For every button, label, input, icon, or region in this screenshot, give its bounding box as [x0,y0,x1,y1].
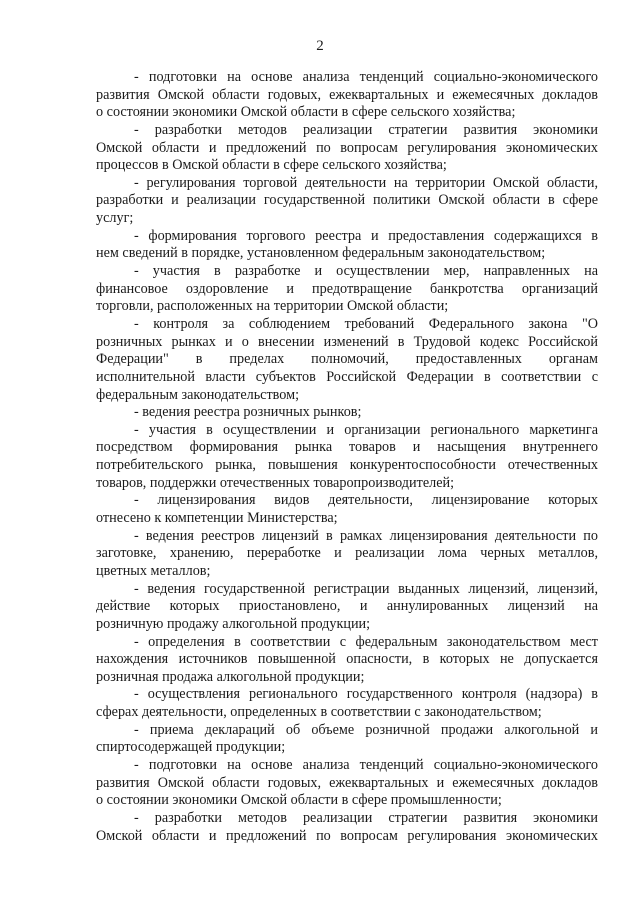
text-line: сферах деятельности, определенных в соответствии с законодательством; [96,704,542,721]
paragraph [96,634,598,687]
text-line: нем сведений в порядке, установленном федеральным законодательством; [96,245,546,262]
text-line: товаров, поддержки отечественных товаропроизводителей; [96,474,455,491]
text-line: развития Омской области годовых, ежеквартальных и ежемесячных докладов [96,774,598,791]
paragraph [96,686,598,721]
text-line: - определения в соответствии с федеральным законодательством мест [134,633,598,650]
paragraph [96,492,598,527]
text-line: действие которых приостановлено, и аннулированных лицензий на [96,598,598,615]
text-line: - осуществления регионального государственного контроля (надзора) в [134,686,598,703]
text-line: - формирования торгового реестра и предоставления содержащихся в [134,227,598,244]
paragraph [96,810,598,845]
text-line: - приема деклараций об объеме розничной продажи алкогольной и [134,721,598,738]
paragraph [96,404,598,422]
page-number: 2 [316,38,324,54]
text-line: о состоянии экономики Омской области в сфере сельского хозяйства; [96,104,516,121]
paragraph [96,69,598,122]
paragraph [96,422,598,493]
text-line: посредством формирования рынка товаров и насыщения внутреннего [96,439,598,456]
text-line: - подготовки на основе анализа тенденций социально-экономического [134,756,598,773]
paragraph [96,316,598,404]
text-line: разработки и реализации государственной политики Омской области в сфере [96,192,598,209]
text-line: - участия в разработке и осуществлении мер, направленных на [134,263,598,280]
text-line: спиртосодержащей продукции; [96,739,286,756]
text-line: развития Омской области годовых, ежеквартальных и ежемесячных докладов [96,86,598,103]
paragraph [96,528,598,581]
text-line: розничных рынках и о внесении изменений в Трудовой кодекс Российской [96,333,598,350]
text-line: торговли, расположенных на территории Омской области; [96,298,449,315]
paragraph [96,263,598,316]
text-line: - подготовки на основе анализа тенденций социально-экономического [134,69,598,85]
text-line: розничная продажа алкогольной продукции; [96,668,365,685]
text-line: исполнительной власти субъектов Российской Федерации в соответствии с [96,368,598,385]
text-line: услуг; [96,210,134,227]
text-line: финансовое оздоровление и предотвращение банкротства организаций [96,280,598,297]
text-line: розничную продажу алкогольной продукции; [96,615,371,632]
text-line: отнесено к компетенции Министерства; [96,510,338,527]
paragraph [96,228,598,263]
text-line: потребительского рынка, повышения конкурентоспособности отечественных [96,457,598,474]
document-body [96,69,598,845]
text-line: - ведения реестров лицензий в рамках лицензирования деятельности по [134,527,598,544]
text-line: цветных металлов; [96,562,211,579]
text-line: - ведения государственной регистрации выданных лицензий, лицензий, [134,580,598,597]
text-line: заготовке, хранению, переработке и реализации лома черных металлов, [96,545,598,562]
text-line: - разработки методов реализации стратегии развития экономики [134,121,598,138]
paragraph [96,122,598,175]
text-line: федеральным законодательством; [96,386,300,403]
text-line: о состоянии экономики Омской области в сфере промышленности; [96,792,502,809]
text-line: Омской области и предложений по вопросам регулирования экономических [96,827,598,844]
text-line: - разработки методов реализации стратегии развития экономики [134,809,598,826]
text-line: - контроля за соблюдением требований Федерального закона "О [134,315,598,332]
text-line: - ведения реестра розничных рынков; [134,404,362,421]
paragraph [96,581,598,634]
text-line: процессов в Омской области в сфере сельского хозяйства; [96,157,447,174]
text-line: Омской области и предложений по вопросам регулирования экономических [96,139,598,156]
text-line: - регулирования торговой деятельности на территории Омской области, [134,174,598,191]
text-line: Федерации" в пределах полномочий, предоставленных органам [96,351,598,368]
text-line: - участия в осуществлении и организации регионального маркетинга [134,421,598,438]
paragraph [96,757,598,810]
text-line: нахождения источников повышенной опасности, в которых не допускается [96,651,598,668]
paragraph [96,722,598,757]
text-line: - лицензирования видов деятельности, лицензирование которых [134,492,598,509]
paragraph [96,175,598,228]
